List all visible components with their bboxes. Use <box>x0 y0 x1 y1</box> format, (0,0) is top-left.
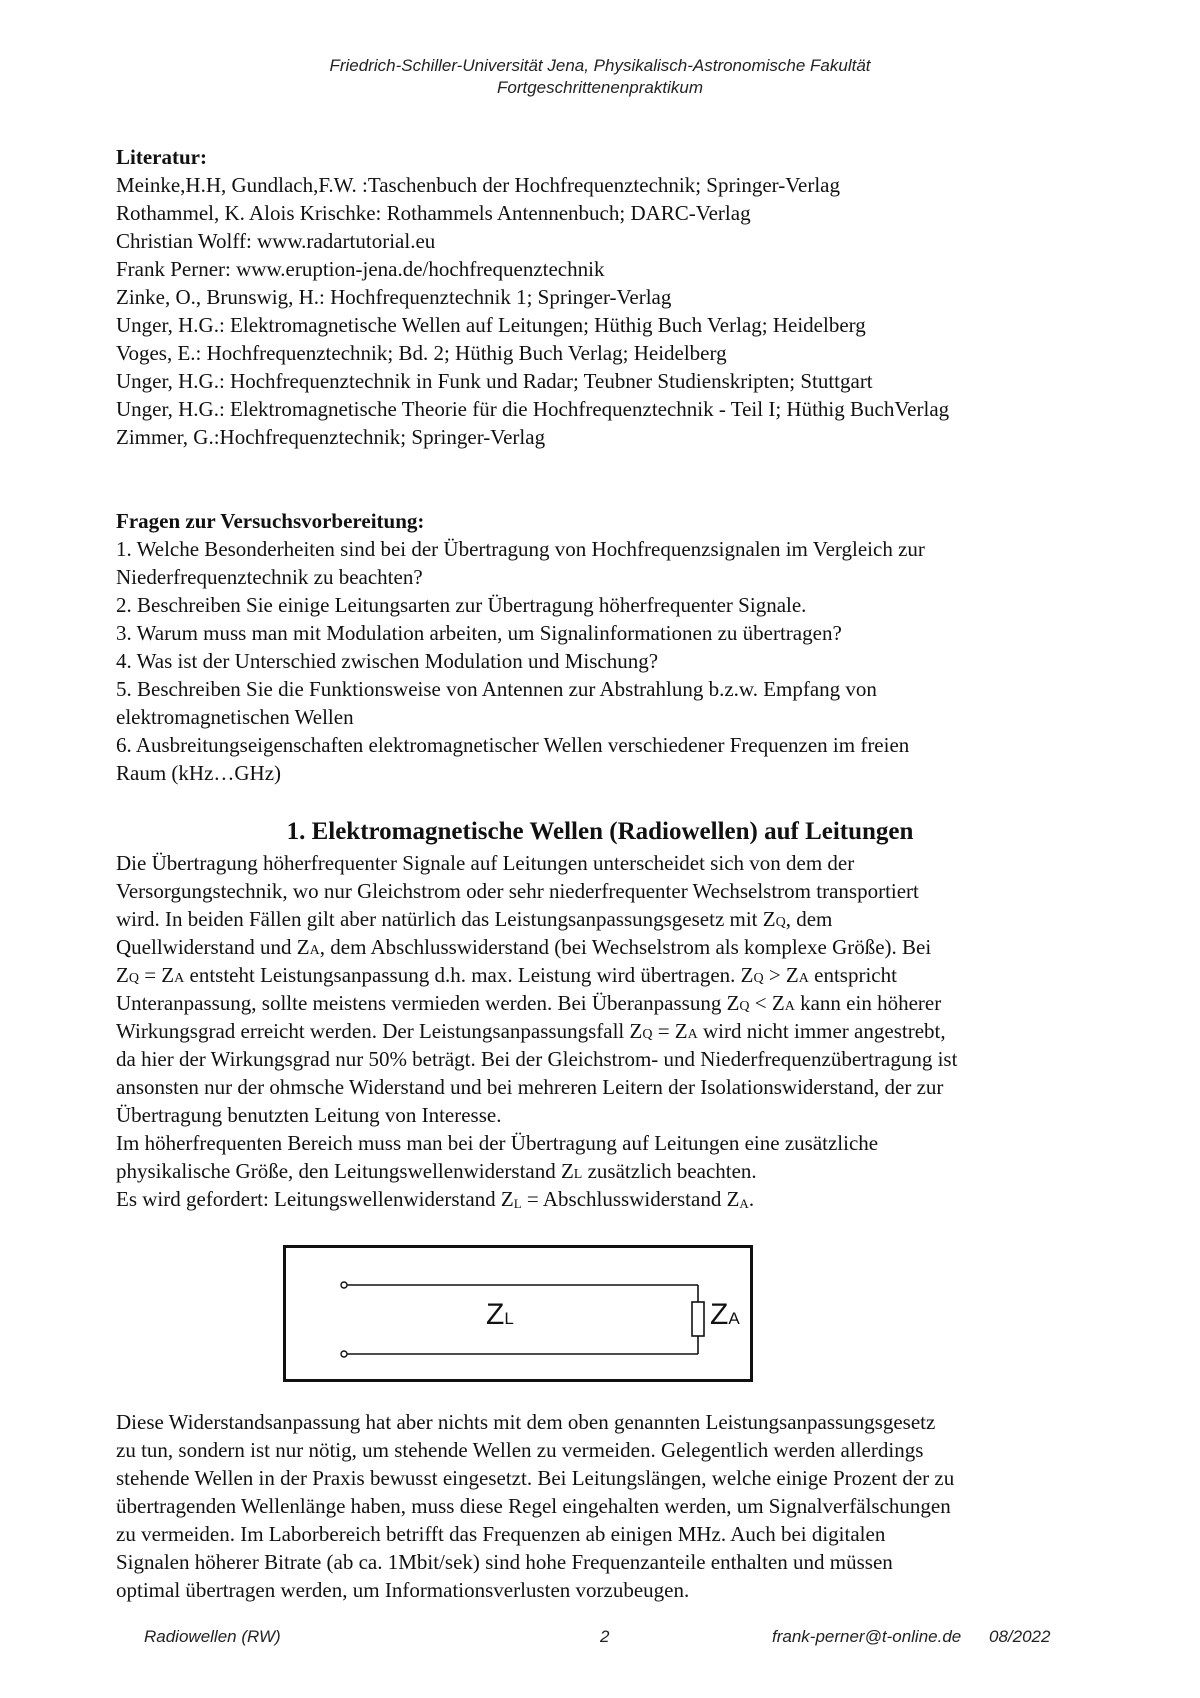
page-header-course: Fortgeschrittenenpraktikum <box>497 78 703 97</box>
question-line: 2. Beschreiben Sie einige Leitungsarten zur Übertragung höherfrequenter Signale. <box>116 593 807 617</box>
terminal-icon <box>341 1351 347 1357</box>
page-header-institution: Friedrich-Schiller-Universität Jena, Physikalisch-Astronomische Fakultät <box>329 56 871 75</box>
literature-entry: Christian Wolff: www.radartutorial.eu <box>116 229 436 253</box>
footer-email: frank-perner@t-online.de <box>772 1627 962 1646</box>
body-line: wird. In beiden Fällen gilt aber natürlich das Leistungsanpassungsgesetz mit ZQ, dem <box>116 907 833 931</box>
literature-title: Literatur: <box>116 145 207 169</box>
body-line: optimal übertragen werden, um Informationsverlusten vorzubeugen. <box>116 1578 690 1602</box>
body-line: da hier der Wirkungsgrad nur 50% beträgt. Bei der Gleichstrom- und Niederfrequenzübertragung ist <box>116 1047 958 1071</box>
question-line: elektromagnetischen Wellen <box>116 705 354 729</box>
body-line: Es wird gefordert: Leitungswellenwiderstand ZL = Abschlusswiderstand ZA. <box>116 1187 755 1211</box>
body-line: Diese Widerstandsanpassung hat aber nichts mit dem oben genannten Leistungsanpassungsgesetz <box>116 1410 936 1434</box>
body-line: ZQ = ZA entsteht Leistungsanpassung d.h. max. Leistung wird übertragen. ZQ > ZA entspricht <box>116 963 897 987</box>
body-line: übertragenden Wellenlänge haben, muss diese Regel eingehalten werden, um Signalverfälschungen <box>116 1494 951 1518</box>
body-line: Unteranpassung, sollte meistens vermieden werden. Bei Überanpassung ZQ < ZA kann ein höherer <box>116 991 942 1015</box>
line-impedance-label: ZL <box>486 1298 514 1331</box>
literature-entry: Zimmer, G.:Hochfrequenztechnik; Springer-Verlag <box>116 425 546 449</box>
body-line: zu tun, sondern ist nur nötig, um stehende Wellen zu vermeiden. Gelegentlich werden allerdings <box>116 1438 924 1462</box>
body-line: stehende Wellen in der Praxis bewusst eingesetzt. Bei Leitungslängen, welche einige Prozent der zu <box>116 1466 955 1490</box>
footer-page-number: 2 <box>600 1627 610 1646</box>
body-line: Die Übertragung höherfrequenter Signale auf Leitungen unterscheidet sich von dem der <box>116 851 855 875</box>
section-heading: 1. Elektromagnetische Wellen (Radiowellen) auf Leitungen <box>286 818 914 845</box>
body-line: zu vermeiden. Im Laborbereich betrifft das Frequenzen ab einigen MHz. Auch bei digitalen <box>116 1522 886 1546</box>
body-line: Signalen höherer Bitrate (ab ca. 1Mbit/sek) sind hohe Frequenzanteile enthalten und müssen <box>116 1550 893 1574</box>
literature-entry: Unger, H.G.: Hochfrequenztechnik in Funk und Radar; Teubner Studienskripten; Stuttgart <box>116 369 873 393</box>
body-line: physikalische Größe, den Leitungswellenwiderstand ZL zusätzlich beachten. <box>116 1159 757 1183</box>
body-line: Im höherfrequenten Bereich muss man bei der Übertragung auf Leitungen eine zusätzliche <box>116 1131 879 1155</box>
resistor-icon <box>692 1302 704 1336</box>
literature-entry: Rothammel, K. Alois Krischke: Rothammels Antennenbuch; DARC-Verlag <box>116 201 751 225</box>
literature-entry: Voges, E.: Hochfrequenztechnik; Bd. 2; Hüthig Buch Verlag; Heidelberg <box>116 341 727 365</box>
terminal-icon <box>341 1282 347 1288</box>
question-line: 3. Warum muss man mit Modulation arbeiten, um Signalinformationen zu übertragen? <box>116 621 842 645</box>
literature-entry: Zinke, O., Brunswig, H.: Hochfrequenztechnik 1; Springer-Verlag <box>116 285 672 309</box>
body-line: Quellwiderstand und ZA, dem Abschlusswiderstand (bei Wechselstrom als komplexe Größe). Bei <box>116 935 932 959</box>
question-line: 4. Was ist der Unterschied zwischen Modulation und Mischung? <box>116 649 659 673</box>
footer-document-title: Radiowellen (RW) <box>144 1627 281 1646</box>
body-line: Wirkungsgrad erreicht werden. Der Leistungsanpassungsfall ZQ = ZA wird nicht immer angestrebt, <box>116 1019 946 1043</box>
body-line: Übertragung benutzten Leitung von Interesse. <box>116 1103 502 1127</box>
question-line: Niederfrequenztechnik zu beachten? <box>116 565 423 589</box>
footer-date: 08/2022 <box>989 1627 1051 1646</box>
question-line: Raum (kHz…GHz) <box>116 761 282 785</box>
transmission-line-diagram <box>283 1245 753 1382</box>
body-line: ansonsten nur der ohmsche Widerstand und bei mehreren Leitern der Isolationswiderstand, der zur <box>116 1075 944 1099</box>
questions-title: Fragen zur Versuchsvorbereitung: <box>116 509 425 533</box>
question-line: 1. Welche Besonderheiten sind bei der Übertragung von Hochfrequenzsignalen im Vergleich zur <box>116 537 925 561</box>
transmission-line-schematic <box>286 1248 750 1379</box>
question-line: 5. Beschreiben Sie die Funktionsweise von Antennen zur Abstrahlung b.z.w. Empfang von <box>116 677 877 701</box>
body-line: Versorgungstechnik, wo nur Gleichstrom oder sehr niederfrequenter Wechselstrom transportiert <box>116 879 919 903</box>
question-line: 6. Ausbreitungseigenschaften elektromagnetischer Wellen verschiedener Frequenzen im freien <box>116 733 910 757</box>
literature-entry: Unger, H.G.: Elektromagnetische Theorie für die Hochfrequenztechnik - Teil I; Hüthig BuchVerlag <box>116 397 950 421</box>
load-impedance-label: ZA <box>710 1298 740 1331</box>
literature-entry: Meinke,H.H, Gundlach,F.W. :Taschenbuch der Hochfrequenztechnik; Springer-Verlag <box>116 173 841 197</box>
literature-entry: Frank Perner: www.eruption-jena.de/hochfrequenztechnik <box>116 257 605 281</box>
literature-entry: Unger, H.G.: Elektromagnetische Wellen auf Leitungen; Hüthig Buch Verlag; Heidelberg <box>116 313 866 337</box>
